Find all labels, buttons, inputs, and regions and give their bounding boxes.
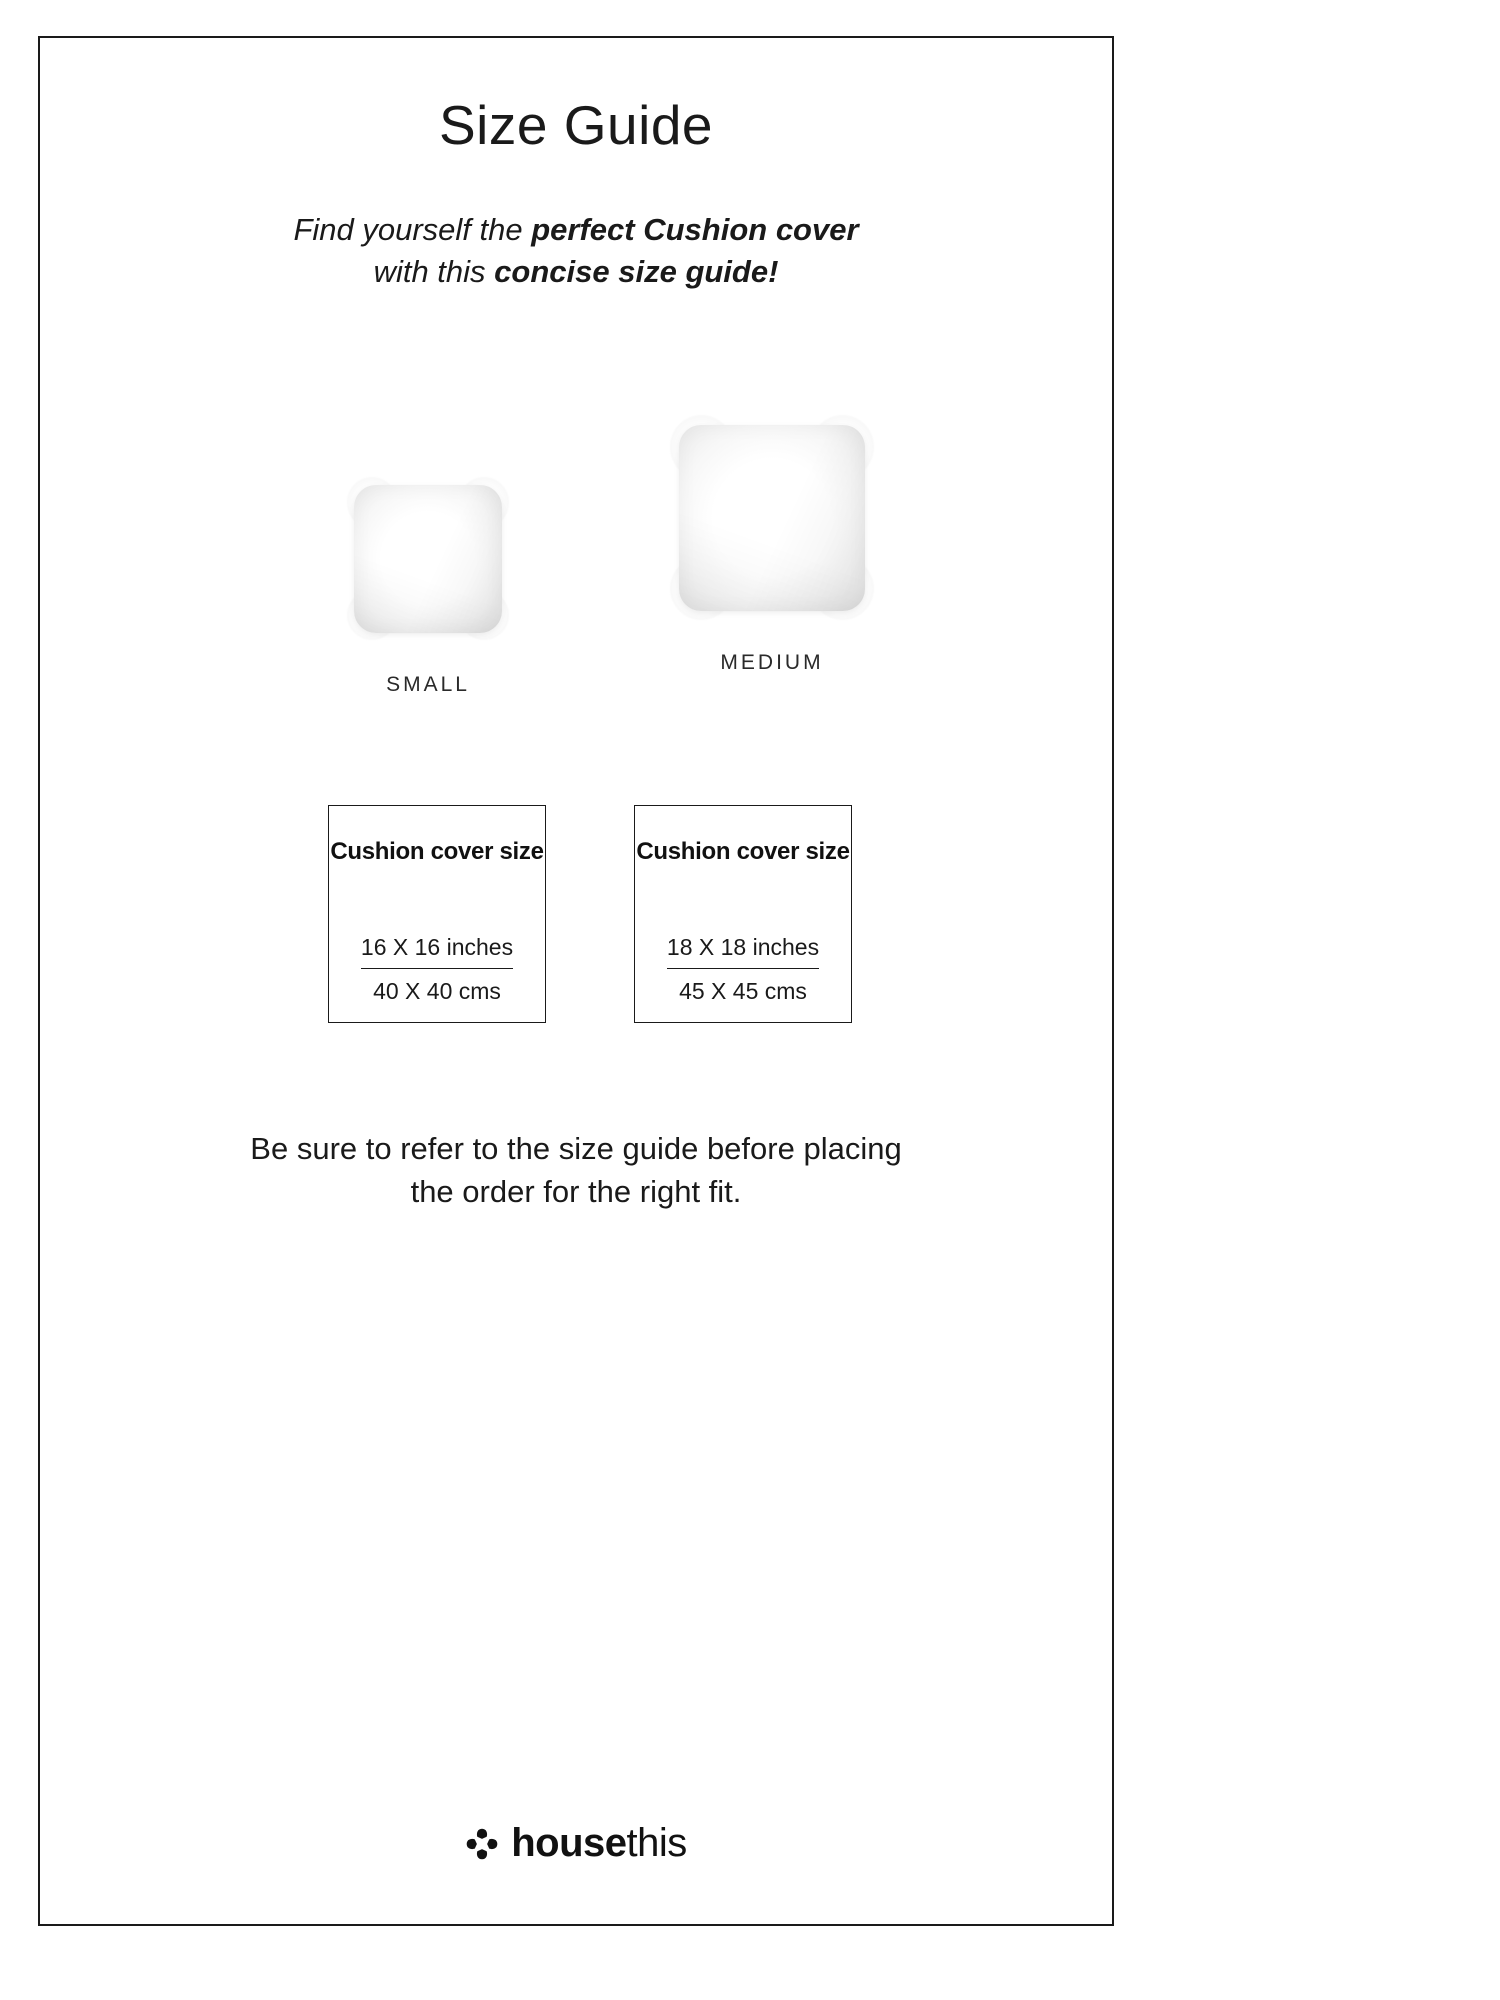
size-box-title-small: Cushion cover size: [330, 837, 544, 865]
subtitle-line-1-strong: perfect Cushion cover: [531, 212, 859, 247]
subtitle-line-2-prefix: with this: [373, 253, 495, 289]
size-box-medium: [634, 805, 852, 1023]
brand-name: [511, 1821, 687, 1866]
footnote: [40, 1045, 1112, 1214]
size-label-small: SMALL: [386, 672, 470, 696]
size-spec-boxes: [40, 805, 1112, 1045]
size-box-small: [328, 805, 546, 1023]
subtitle-line-1-prefix: Find yourself the: [293, 212, 532, 247]
cushion-icon-small: [354, 485, 502, 633]
subtitle-line-2-strong: concise size guide!: [494, 253, 779, 289]
cushion-column-medium: [612, 421, 932, 675]
cushion-illustrations: [40, 443, 1112, 743]
size-cms-small: 40 X 40 cms: [373, 977, 501, 1004]
brand-name-bold: house: [511, 1821, 627, 1865]
footnote-line-2: the order for the right fit.: [410, 1174, 742, 1210]
cushion-icon-medium: [679, 425, 865, 611]
page-title: Size Guide: [438, 94, 714, 156]
footnote-line-1: Be sure to refer to the size guide before placing: [250, 1130, 902, 1166]
cushion-column-small: [288, 443, 568, 697]
size-box-title-medium: Cushion cover size: [636, 837, 850, 865]
pillow-wrap-small: [288, 443, 568, 633]
size-label-medium: MEDIUM: [720, 650, 824, 674]
brand-logo: [40, 1821, 1112, 1866]
size-guide-page: [38, 36, 1114, 1926]
size-inches-medium: 18 X 18 inches: [667, 934, 819, 969]
flower-logo-icon: [465, 1827, 499, 1861]
size-inches-small: 16 X 16 inches: [361, 934, 513, 969]
pillow-wrap-medium: [612, 421, 932, 611]
page-subtitle: [40, 157, 1112, 293]
brand-name-light: this: [626, 1821, 687, 1865]
size-cms-medium: 45 X 45 cms: [679, 977, 807, 1004]
